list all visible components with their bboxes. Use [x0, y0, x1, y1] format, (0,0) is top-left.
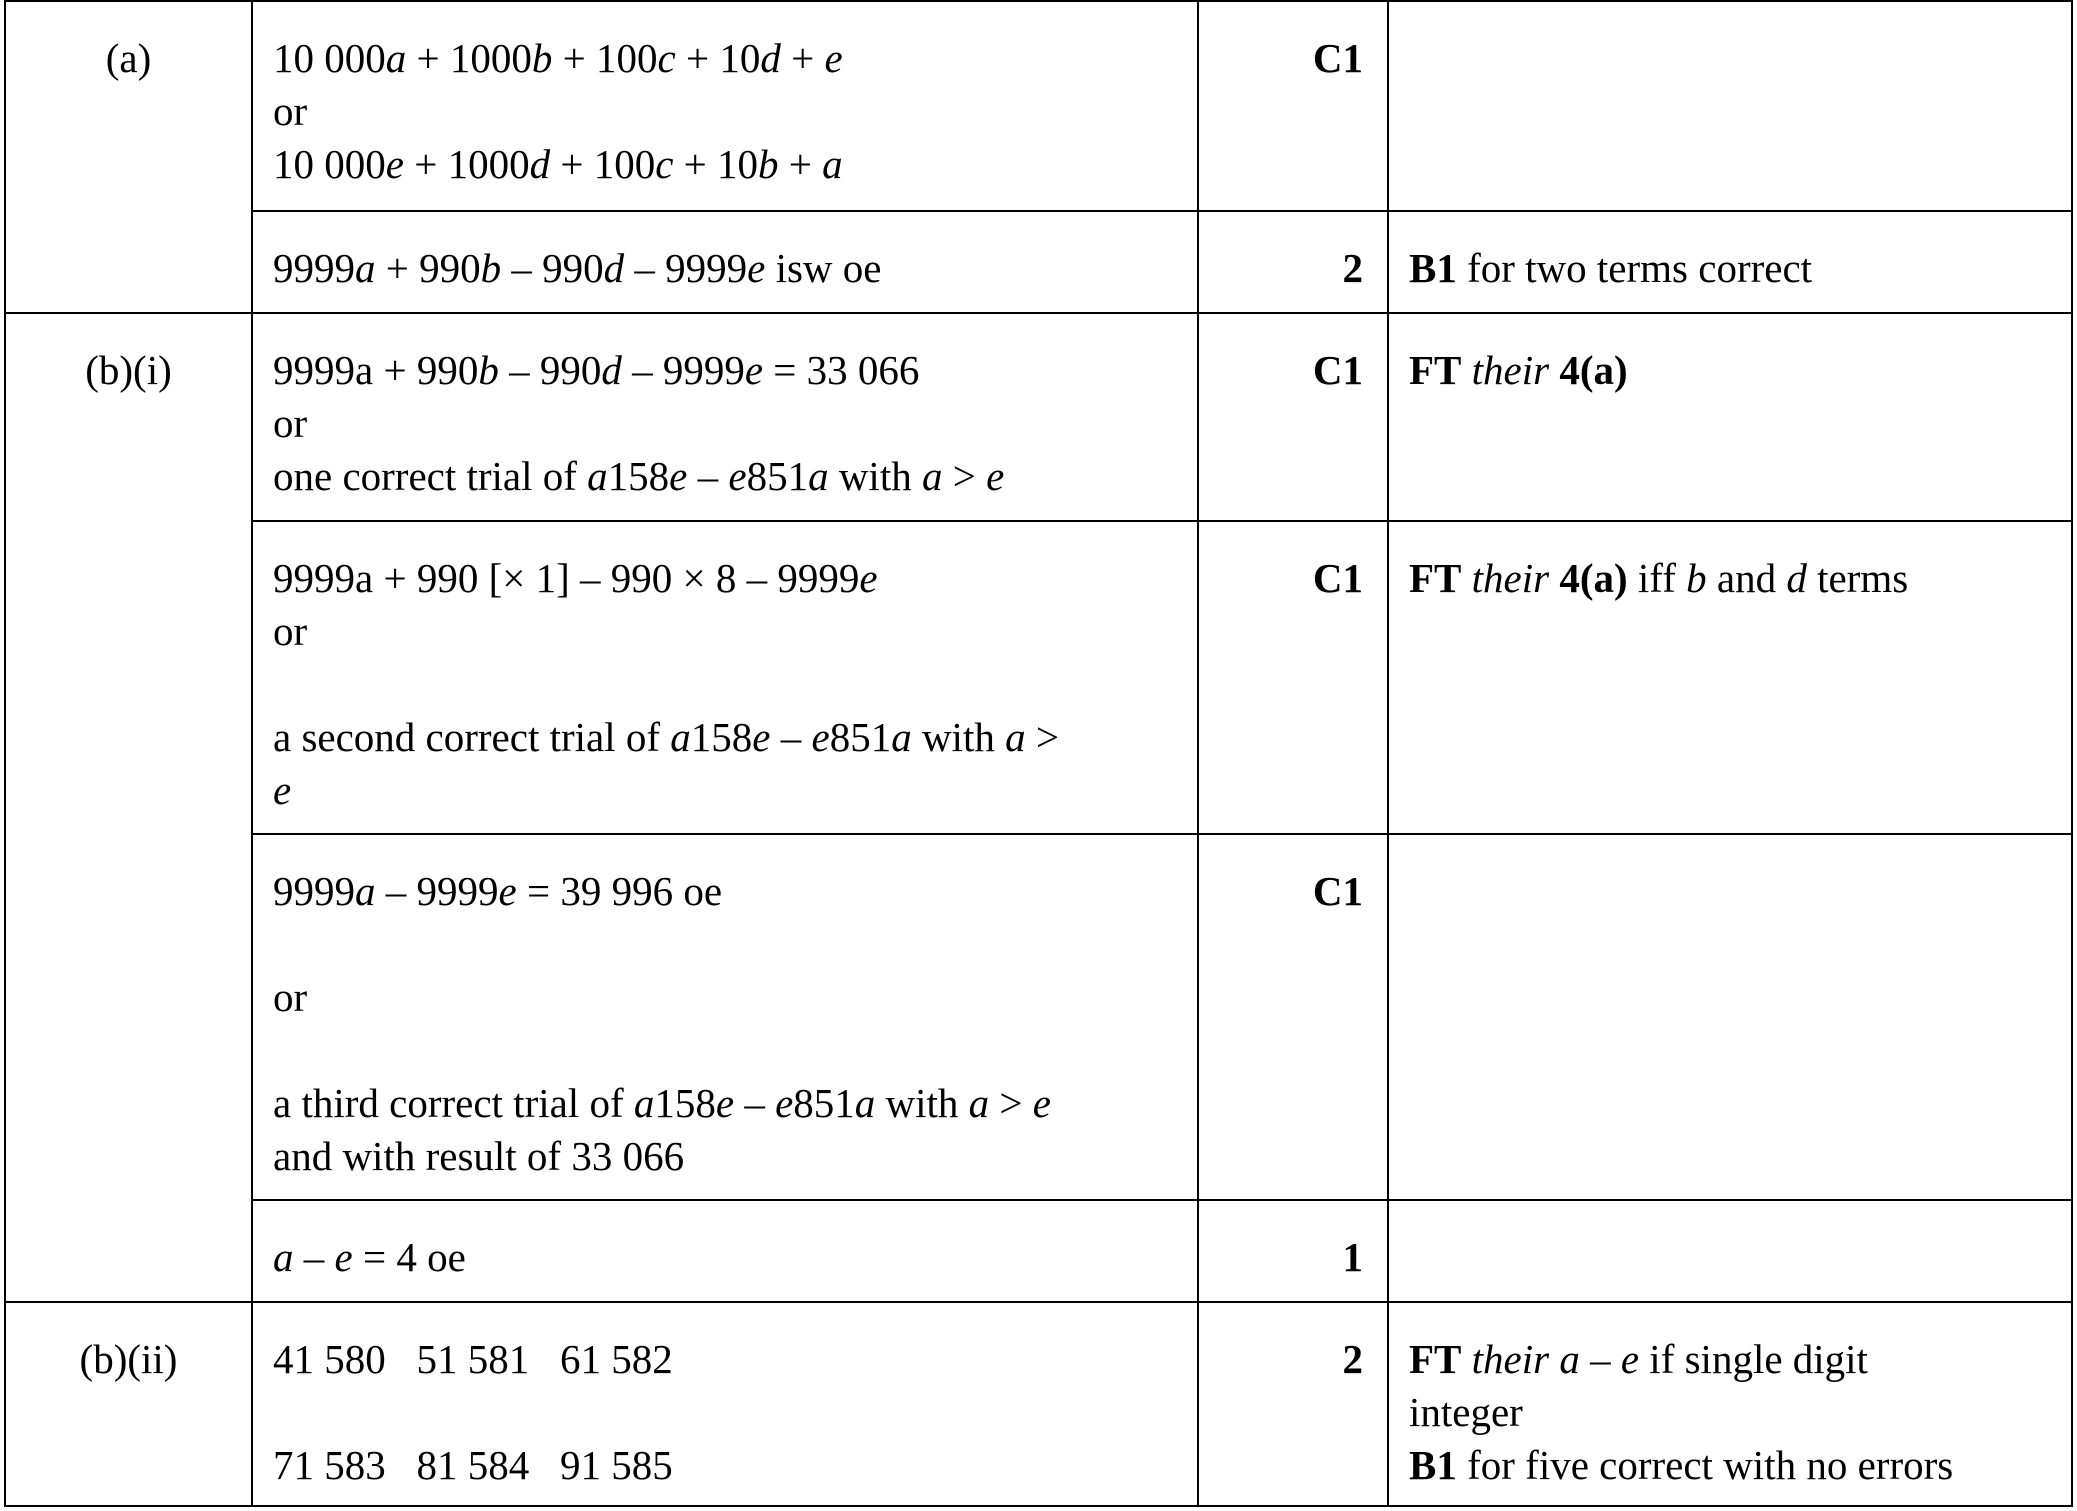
answer-cell: 10 000a + 1000b + 100c + 10d + e or 10 000e + 1000d + 100c + 10b + a: [252, 1, 1198, 211]
row-bi-first: [5, 313, 2072, 521]
guidance-cell: FT their 4(a) iff b and d terms: [1388, 521, 2072, 834]
answer-cell: 9999a + 990b – 990d – 9999e isw oe: [252, 211, 1198, 313]
mark-cell: C1: [1198, 1, 1388, 211]
answer-cell: a – e = 4 oe: [252, 1200, 1198, 1302]
mark-cell: C1: [1198, 313, 1388, 521]
guidance-cell: [1388, 834, 2072, 1200]
mark-cell: 2: [1198, 211, 1388, 313]
row-bii: [5, 1302, 2072, 1506]
part-label-a: (a): [5, 1, 252, 313]
guidance-cell: [1388, 1200, 2072, 1302]
mark-cell: C1: [1198, 834, 1388, 1200]
guidance-cell: FT their 4(a): [1388, 313, 2072, 521]
answer-cell: 9999a + 990b – 990d – 9999e = 33 066 or one correct trial of a158e – e851a with a > e: [252, 313, 1198, 521]
mark-cell: 2: [1198, 1302, 1388, 1506]
answer-cell: 9999a – 9999e = 39 996 oe or a third correct trial of a158e – e851a with a > e and with result of 33 066: [252, 834, 1198, 1200]
row-a-simplified: [5, 211, 2072, 313]
mark-cell: C1: [1198, 521, 1388, 834]
mark-scheme-table: [4, 0, 2073, 1507]
guidance-cell: FT their a – e if single digit integer B1 for five correct with no errors: [1388, 1302, 2072, 1506]
part-label-bii: (b)(ii): [5, 1302, 252, 1506]
row-bi-final: [5, 1200, 2072, 1302]
row-bi-second: [5, 521, 2072, 834]
row-a-expression: [5, 1, 2072, 211]
guidance-cell: [1388, 1, 2072, 211]
answer-cell: 9999a + 990 [× 1] – 990 × 8 – 9999e or a second correct trial of a158e – e851a with a > e: [252, 521, 1198, 834]
part-label-bi: (b)(i): [5, 313, 252, 1302]
answer-cell: 41 580 51 581 61 582 71 583 81 584 91 585: [252, 1302, 1198, 1506]
row-bi-third: [5, 834, 2072, 1200]
guidance-cell: B1 for two terms correct: [1388, 211, 2072, 313]
mark-cell: 1: [1198, 1200, 1388, 1302]
